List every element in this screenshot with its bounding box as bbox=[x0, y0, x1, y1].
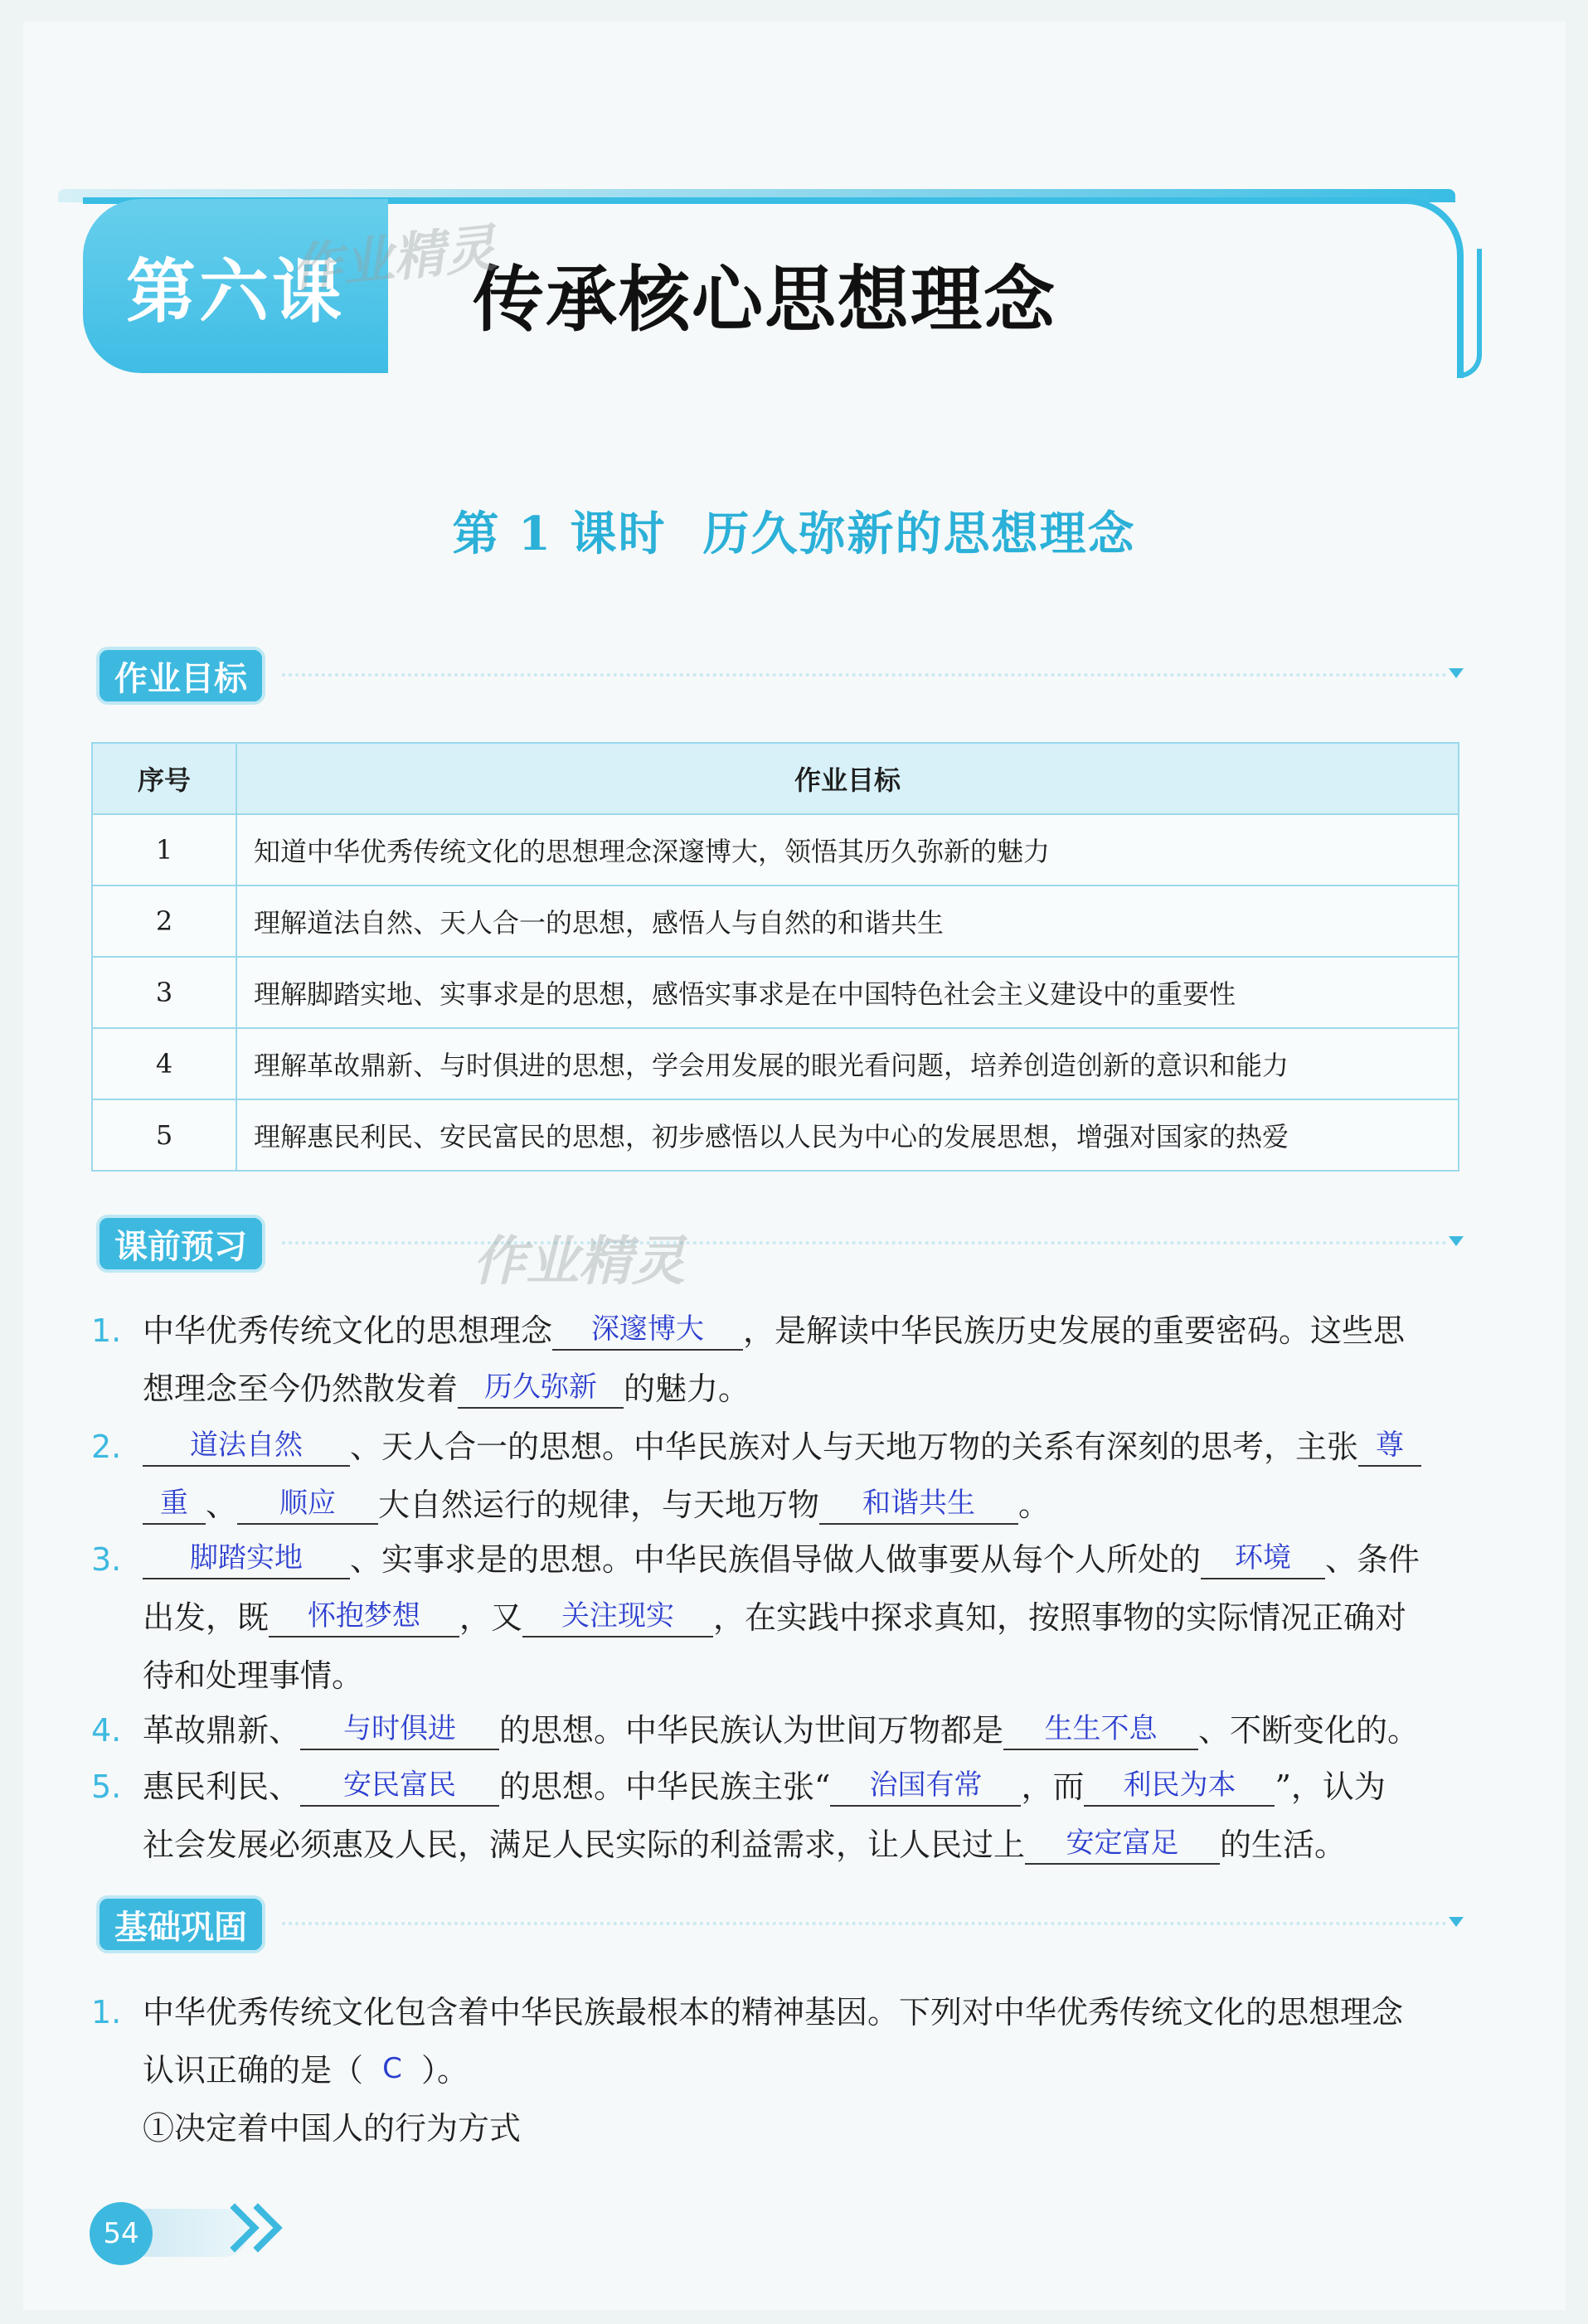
table-cell: 知道中华优秀传统文化的思想理念深邃博大，领悟其历久弥新的魅力 bbox=[236, 814, 1459, 885]
section-label-goals: 作业目标 bbox=[96, 647, 265, 705]
preview-question-1 bbox=[91, 1302, 1459, 1418]
answer-blank: 重 bbox=[143, 1483, 206, 1525]
question-text: 中华优秀传统文化的思想理念 bbox=[143, 1312, 553, 1349]
question-text: 、天人合一的思想。中华民族对人与天地万物的关系有深刻的思考，主张 bbox=[350, 1429, 1359, 1465]
table-header: 序号 bbox=[92, 743, 236, 814]
table-cell: 1 bbox=[92, 814, 236, 885]
answer-blank: 关注现实 bbox=[522, 1596, 713, 1637]
table-cell: 5 bbox=[92, 1099, 236, 1171]
question-text: 、实事求是的思想。中华民族倡导做人做事要从每个人所处的 bbox=[350, 1541, 1202, 1578]
answer-blank: 治国有常 bbox=[830, 1765, 1021, 1807]
table-cell: 3 bbox=[92, 957, 236, 1028]
table-cell: 2 bbox=[92, 885, 236, 957]
answer-blank: 历久弥新 bbox=[458, 1367, 624, 1409]
answer-blank: 安定富足 bbox=[1025, 1823, 1220, 1865]
question-text: ”，认为 bbox=[1275, 1768, 1386, 1805]
answer-blank: 与时俱进 bbox=[300, 1709, 499, 1750]
watermark: 作业精灵 bbox=[473, 1231, 685, 1293]
question-number: 2. bbox=[91, 1429, 122, 1465]
table-cell: 理解脚踏实地、实事求是的思想，感悟实事求是在中国特色社会主义建设中的重要性 bbox=[236, 957, 1459, 1028]
question-text: 革故鼎新、 bbox=[143, 1712, 301, 1749]
session-label: 第 1 课时 bbox=[452, 507, 667, 561]
question-text: 的思想。中华民族主张“ bbox=[499, 1768, 831, 1805]
question-text: 待和处理事情。 bbox=[143, 1657, 364, 1694]
answer-blank: 安民富民 bbox=[300, 1765, 499, 1807]
basics-question-1 bbox=[91, 1983, 1459, 2157]
table-cell: 理解道法自然、天人合一的思想，感悟人与自然的和谐共生 bbox=[236, 885, 1459, 957]
preview-question-4 bbox=[91, 1701, 1459, 1759]
session-name: 历久弥新的思想理念 bbox=[702, 507, 1136, 561]
question-text: 的思想。中华民族认为世间万物都是 bbox=[499, 1712, 1004, 1749]
section-divider bbox=[282, 1922, 1447, 1925]
watermark: 作业精灵 bbox=[288, 217, 499, 299]
answer-blank: 利民为本 bbox=[1084, 1765, 1275, 1807]
table-header-row bbox=[92, 743, 1459, 814]
answer-blank: 脚踏实地 bbox=[143, 1538, 350, 1579]
question-text: 中华优秀传统文化包含着中华民族最根本的精神基因。下列对中华优秀传统文化的思想理念 bbox=[143, 1994, 1404, 2030]
preview-question-5 bbox=[91, 1758, 1459, 1874]
lesson-title: 传承核心思想理念 bbox=[473, 259, 1056, 342]
answer-blank: 顺应 bbox=[237, 1483, 378, 1525]
question-text: 惠民利民、 bbox=[143, 1768, 301, 1805]
question-number: 3. bbox=[91, 1541, 122, 1578]
triangle-down-icon bbox=[1449, 1236, 1464, 1246]
question-number: 1. bbox=[91, 1994, 122, 2030]
question-text: 出发，既 bbox=[143, 1599, 270, 1636]
table-row bbox=[92, 885, 1459, 957]
question-text: ，又 bbox=[459, 1599, 523, 1636]
question-text: 的生活。 bbox=[1220, 1827, 1347, 1863]
question-text: ，在实践中探求真知，按照事物的实际情况正确对 bbox=[713, 1599, 1407, 1636]
answer-blank: 深邃博大 bbox=[552, 1309, 743, 1351]
question-number: 5. bbox=[91, 1768, 122, 1805]
question-text: 大自然运行的规律，与天地万物 bbox=[378, 1487, 820, 1523]
answer-choice: C bbox=[382, 2052, 402, 2085]
section-label-basics: 基础巩固 bbox=[96, 1895, 265, 1953]
answer-blank: 环境 bbox=[1201, 1538, 1325, 1579]
page-number: 54 bbox=[90, 2202, 153, 2265]
table-cell: 理解革故鼎新、与时俱进的思想，学会用发展的眼光看问题，培养创造创新的意识和能力 bbox=[236, 1028, 1459, 1099]
lesson-tag: 第六课 bbox=[83, 199, 388, 373]
section-divider bbox=[282, 1241, 1447, 1244]
question-text: 认识正确的是（ bbox=[143, 2052, 364, 2089]
question-text: ，是解读中华民族历史发展的重要密码。这些思 bbox=[743, 1312, 1406, 1349]
question-text: 社会发展必须惠及人民，满足人民实际的利益需求，让人民过上 bbox=[143, 1827, 1026, 1863]
question-number: 4. bbox=[91, 1712, 122, 1749]
section-label-preview: 课前预习 bbox=[96, 1215, 265, 1273]
question-text: ）。 bbox=[421, 2052, 469, 2089]
preview-question-2 bbox=[91, 1418, 1459, 1534]
section-divider bbox=[282, 673, 1447, 677]
triangle-down-icon bbox=[1449, 668, 1464, 678]
table-row bbox=[92, 814, 1459, 885]
question-text: 的魅力。 bbox=[624, 1371, 750, 1407]
question-text: 、不断变化的。 bbox=[1198, 1712, 1420, 1749]
question-text: 想理念至今仍然散发着 bbox=[143, 1371, 459, 1407]
answer-blank: 生生不息 bbox=[1003, 1709, 1198, 1750]
question-text: ，而 bbox=[1021, 1768, 1085, 1805]
question-number: 1. bbox=[91, 1312, 122, 1349]
table-header: 作业目标 bbox=[236, 743, 1459, 814]
question-text: 、 bbox=[206, 1487, 238, 1523]
question-text: 、条件 bbox=[1325, 1541, 1420, 1578]
triangle-down-icon bbox=[1449, 1917, 1464, 1927]
preview-question-3 bbox=[91, 1531, 1459, 1705]
table-cell: 理解惠民利民、安民富民的思想，初步感悟以人民为中心的发展思想，增强对国家的热爱 bbox=[236, 1099, 1459, 1171]
session-title bbox=[0, 497, 1588, 564]
goals-table bbox=[91, 742, 1459, 1172]
table-cell: 4 bbox=[92, 1028, 236, 1099]
answer-blank: 道法自然 bbox=[143, 1425, 350, 1467]
banner-right-curl bbox=[1459, 249, 1482, 378]
table-row bbox=[92, 1028, 1459, 1099]
question-text: 。 bbox=[1018, 1487, 1051, 1523]
table-row bbox=[92, 1099, 1459, 1171]
answer-blank: 尊 bbox=[1358, 1425, 1421, 1467]
table-row bbox=[92, 957, 1459, 1028]
answer-blank: 和谐共生 bbox=[819, 1483, 1018, 1525]
option-text: ①决定着中国人的行为方式 bbox=[143, 2110, 522, 2147]
answer-blank: 怀抱梦想 bbox=[269, 1596, 459, 1637]
